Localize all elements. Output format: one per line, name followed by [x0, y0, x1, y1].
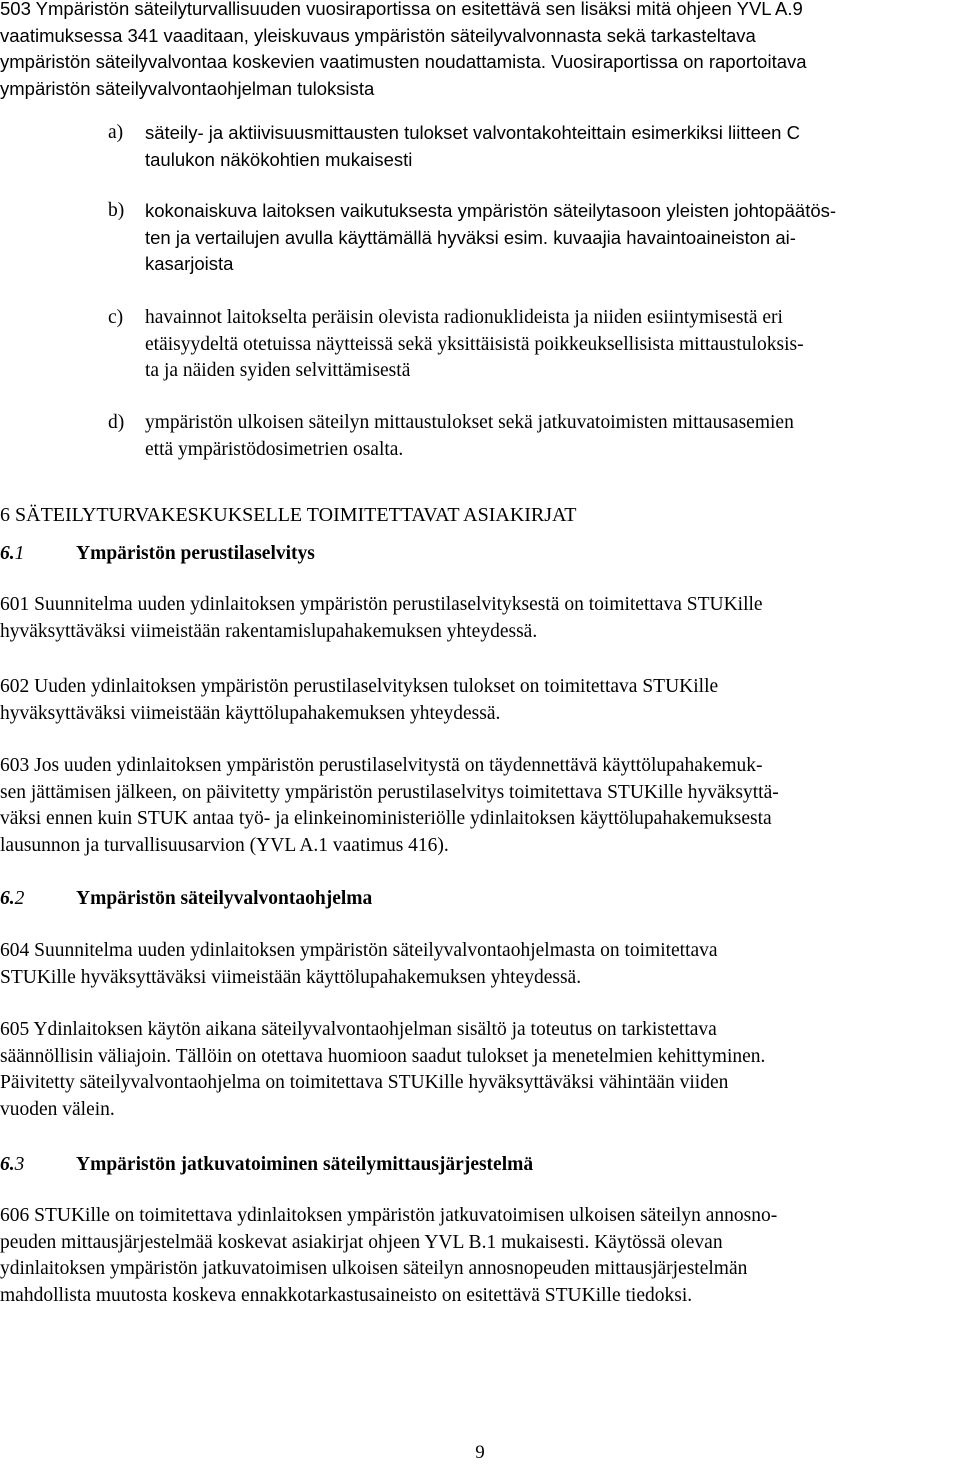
text-line: ympäristön ulkoisen säteilyn mittaustulokset sekä jatkuvatoimisten mittausasemien [145, 412, 794, 433]
paragraph-606 [0, 1203, 958, 1309]
text-line: 602 Uuden ydinlaitoksen ympäristön perustilaselvityksen tulokset on toimitettava STUKille [0, 676, 719, 697]
text-line: havainnot laitokselta peräisin olevista radionuklideista ja niiden esiintymisestä eri [145, 307, 783, 328]
text-line: sen jättämisen jälkeen, on päivitetty ympäristön perustilaselvitys toimitettava STUKille hyväksyttä- [0, 781, 779, 803]
text-line: ympäristön säteilyvalvontaa koskevien vaatimusten noudattamista. Vuosiraportissa on raportoitava [0, 51, 807, 72]
text-line: hyväksyttäväksi viimeistään rakentamislupahakemuksen yhteydessä. [0, 620, 538, 642]
paragraph-605 [0, 1017, 958, 1123]
subsection-heading-6-1 [0, 541, 958, 568]
section-heading-6: 6 SÄTEILYTURVAKESKUKSELLE TOIMITETTAVAT ASIAKIRJAT [0, 504, 577, 526]
paragraph-503 [0, 0, 958, 102]
page-number: 9 [475, 1442, 485, 1463]
subsection-title: Ympäristön jatkuvatoiminen säteilymittausjärjestelmä [76, 1154, 534, 1175]
subsection-number [0, 886, 24, 913]
text-line: säteily- ja aktiivisuusmittausten tulokset valvontakohteittain esimerkiksi liitteen C [145, 122, 800, 143]
text-line: 503 Ympäristön säteilyturvallisuuden vuosiraportissa on esitettävä sen lisäksi mitä ohjeen YVL A.9 [0, 0, 803, 19]
text-line: mahdollista muutosta koskeva ennakkotarkastusaineisto on esitettävä STUKille tiedoksi. [0, 1284, 693, 1306]
subsection-heading-6-3 [0, 1152, 958, 1179]
subsection-number-main: 6. [0, 543, 15, 564]
subsection-number-sub: 2 [14, 888, 25, 909]
text-line: lausunnon ja turvallisuusarvion (YVL A.1 vaatimus 416). [0, 834, 449, 856]
paragraph-602 [0, 674, 958, 727]
subsection-heading-6-2 [0, 886, 958, 913]
text-line: ta ja näiden syiden selvittämisestä [145, 360, 411, 381]
text-line: vuoden välein. [0, 1098, 115, 1120]
list-marker: d) [108, 412, 125, 433]
list-marker: c) [108, 307, 124, 328]
text-line: 601 Suunnitelma uuden ydinlaitoksen ympäristön perustilaselvityksestä on toimitettava STUKille [0, 594, 763, 615]
text-line: kasarjoista [145, 253, 234, 274]
text-line: väksi ennen kuin STUK antaa työ- ja elinkeinoministeriölle ydinlaitoksen käyttölupahakemuksesta [0, 808, 772, 829]
text-line: 605 Ydinlaitoksen käytön aikana säteilyvalvontaohjelman sisältö ja toteutus on tarkistettava [0, 1019, 717, 1040]
paragraph-604 [0, 938, 958, 991]
text-line: 604 Suunnitelma uuden ydinlaitoksen ympäristön säteilyvalvontaohjelmasta on toimitettava [0, 940, 718, 961]
text-line: 603 Jos uuden ydinlaitoksen ympäristön perustilaselvitystä on täydennettävä käyttölupahakemuk- [0, 755, 763, 776]
subsection-title: Ympäristön perustilaselvitys [76, 543, 315, 564]
text-line: etäisyydeltä otetuissa näytteissä sekä yksittäisistä poikkeuksellisista mittaustuloksis- [145, 333, 804, 355]
text-line: peuden mittausjärjestelmää koskevat asiakirjat ohjeen YVL B.1 mukaisesti. Käytössä olevan [0, 1231, 723, 1253]
text-line: 606 STUKille on toimitettava ydinlaitoksen ympäristön jatkuvatoimisen ulkoisen säteilyn annosno- [0, 1205, 778, 1226]
text-line: ydinlaitoksen ympäristön jatkuvatoimisen ulkoisen säteilyn annosnopeuden mittausjärjestelmän [0, 1258, 748, 1279]
list-marker: b) [108, 200, 125, 221]
subsection-number-sub: 1 [14, 543, 25, 564]
text-line: että ympäristödosimetrien osalta. [145, 438, 404, 460]
subsection-title: Ympäristön säteilyvalvontaohjelma [76, 888, 373, 909]
subsection-number-main: 6. [0, 888, 15, 909]
text-line: ten ja vertailujen avulla käyttämällä hyväksi esim. kuvaajia havaintoaineiston ai- [145, 226, 796, 248]
subsection-number-main: 6. [0, 1154, 15, 1175]
subsection-number-sub: 3 [14, 1154, 25, 1175]
text-line: hyväksyttäväksi viimeistään käyttölupahakemuksen yhteydessä. [0, 702, 501, 724]
paragraph-601 [0, 592, 958, 645]
paragraph-603 [0, 753, 958, 859]
text-line: säännöllisin väliajoin. Tällöin on otettava huomioon saadut tulokset ja menetelmien kehittyminen. [0, 1045, 766, 1067]
text-line: STUKille hyväksyttäväksi viimeistään käyttölupahakemuksen yhteydessä. [0, 966, 582, 988]
subsection-number [0, 541, 24, 568]
list-marker: a) [108, 122, 124, 143]
text-line: kokonaiskuva laitoksen vaikutuksesta ympäristön säteilytasoon yleisten johtopäätös- [145, 200, 837, 221]
text-line: ympäristön säteilyvalvontaohjelman tuloksista [0, 77, 375, 99]
subsection-number [0, 1152, 24, 1179]
text-line: vaatimuksessa 341 vaaditaan, yleiskuvaus ympäristön säteilyvalvonnasta sekä tarkasteltava [0, 24, 756, 46]
text-line: taulukon näkökohtien mukaisesti [145, 148, 413, 170]
text-line: Päivitetty säteilyvalvontaohjelma on toimitettava STUKille hyväksyttäväksi vähintään viiden [0, 1072, 729, 1093]
